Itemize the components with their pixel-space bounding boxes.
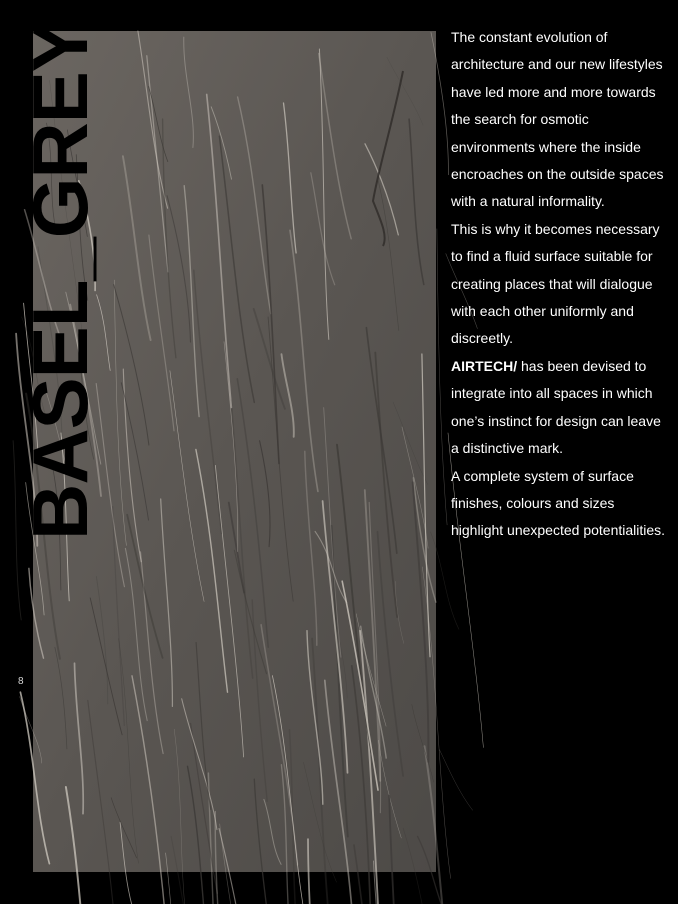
body-text bbox=[451, 24, 666, 545]
vertical-title bbox=[16, 21, 104, 551]
paragraph-airtech-text: has been devised to integrate into all spaces in which one’s instinct for design can leave a distinctive mark. bbox=[451, 357, 661, 457]
paragraph-necessity: This is why it becomes necessary to find a fluid surface suitable for creating places that will dialogue with each other uniformly and discreetly. bbox=[451, 220, 660, 347]
brand-name: AIRTECH/ bbox=[451, 357, 518, 374]
paragraph-airtech bbox=[451, 353, 666, 463]
page-number: 8 bbox=[18, 676, 24, 687]
paragraph-finishes: A complete system of surface finishes, colours and sizes highlight unexpected potentialities. bbox=[451, 467, 666, 539]
stone-vein bbox=[437, 229, 447, 525]
stone-vein bbox=[440, 750, 473, 811]
paragraph-intro: The constant evolution of architecture and our new lifestyles have led more and more towards the search for osmotic environments where the inside encroaches on the outside spaces with a natural informality. bbox=[451, 29, 664, 210]
product-name: BASEL_GREY bbox=[16, 21, 104, 540]
